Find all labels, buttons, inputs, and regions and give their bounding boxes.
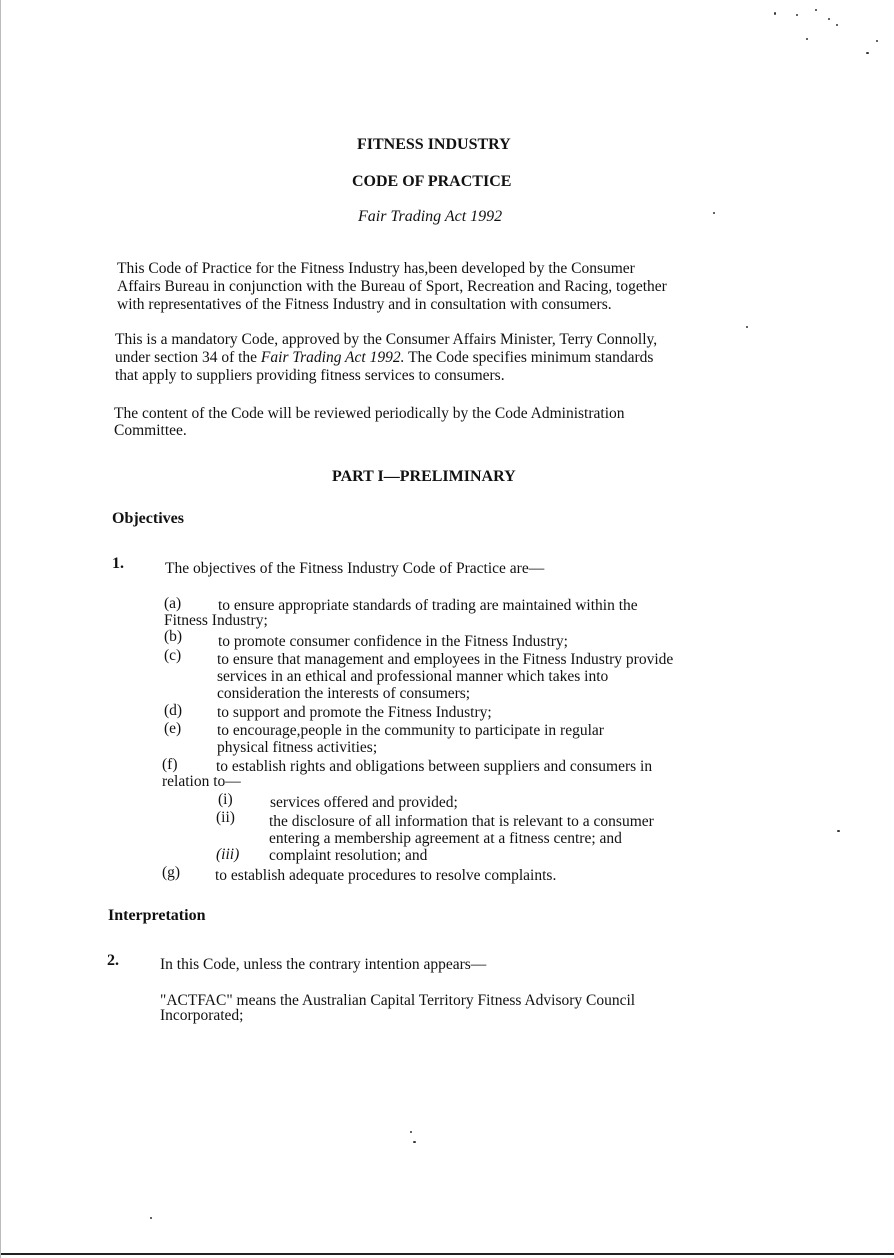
scan-speck [150, 1217, 152, 1219]
item-a-line-2: Fitness Industry; [164, 612, 268, 629]
item-f-label: (f) [162, 756, 178, 773]
clause-2-number: 2. [107, 952, 119, 969]
item-e-line-2: physical fitness activities; [217, 739, 378, 756]
scan-speck [410, 1131, 412, 1133]
intro-paragraph-2-line-3: that apply to suppliers providing fitness services to consumers. [115, 367, 505, 384]
subitem-iii-line-1: complaint resolution; and [269, 847, 428, 864]
item-b-label: (b) [164, 628, 183, 645]
intro-paragraph-1-line-3: with representatives of the Fitness Industry and in consultation with consumers. [117, 296, 612, 313]
item-e-line-1: to encourage,people in the community to participate in regular [217, 722, 604, 739]
clause-1-number: 1. [112, 555, 124, 572]
scan-speck [806, 38, 808, 40]
text-span: The Code specifies minimum standards [404, 349, 654, 366]
item-d-label: (d) [164, 702, 183, 719]
subitem-ii-line-2: entering a membership agreement at a fitness centre; and [269, 830, 622, 847]
act-reference: Fair Trading Act 1992 [358, 208, 503, 225]
intro-paragraph-3-line-2: Committee. [114, 422, 187, 439]
scan-speck [815, 9, 817, 11]
scan-speck [828, 18, 830, 20]
act-name-italic: Fair Trading Act 1992. [260, 349, 405, 366]
item-g-label: (g) [162, 864, 181, 881]
interpretation-heading: Interpretation [108, 907, 206, 924]
text-span: under section 34 of the [115, 349, 261, 366]
scan-left-edge [0, 0, 1, 1258]
item-e-label: (e) [164, 720, 182, 737]
scan-speck [837, 830, 840, 832]
subitem-i-label: (i) [218, 791, 233, 808]
document-subtitle: CODE OF PRACTICE [352, 173, 512, 190]
scan-speck [836, 24, 838, 26]
item-d-line-1: to support and promote the Fitness Industry; [217, 704, 492, 721]
subitem-iii-label: (iii) [216, 846, 240, 863]
item-b-line-1: to promote consumer confidence in the Fitness Industry; [218, 633, 568, 650]
item-c-line-1: to ensure that management and employees in the Fitness Industry provide [217, 651, 674, 668]
item-a-label: (a) [164, 595, 182, 612]
scan-speck [774, 12, 776, 15]
objectives-heading: Objectives [112, 510, 184, 527]
intro-paragraph-1-line-2: Affairs Bureau in conjunction with the Bureau of Sport, Recreation and Racing, together [117, 278, 667, 295]
intro-paragraph-2-line-2 [115, 350, 653, 366]
subitem-i-line-1: services offered and provided; [270, 794, 458, 811]
scan-speck [713, 212, 715, 214]
item-c-label: (c) [164, 647, 182, 664]
item-f-line-2: relation to— [162, 773, 241, 790]
item-c-line-2: services in an ethical and professional manner which takes into [217, 668, 609, 685]
item-g-line-1: to establish adequate procedures to resolve complaints. [215, 867, 557, 884]
intro-paragraph-1-line-1: This Code of Practice for the Fitness Industry has,been developed by the Consumer [117, 260, 635, 277]
clause-2-text: In this Code, unless the contrary intention appears— [160, 956, 487, 973]
scan-speck [866, 52, 869, 54]
scan-speck [876, 40, 878, 42]
item-f-line-1: to establish rights and obligations between suppliers and consumers in [216, 758, 653, 775]
item-c-line-3: consideration the interests of consumers; [217, 685, 471, 702]
subitem-ii-line-1: the disclosure of all information that is relevant to a consumer [269, 813, 654, 830]
definition-actfac-line-1: "ACTFAC" means the Australian Capital Territory Fitness Advisory Council [160, 992, 636, 1009]
subitem-ii-label: (ii) [216, 809, 235, 826]
part-heading: PART I—PRELIMINARY [332, 468, 516, 485]
scan-speck [796, 14, 798, 16]
scan-speck [413, 1141, 416, 1143]
clause-1-text: The objectives of the Fitness Industry Code of Practice are— [165, 560, 545, 577]
intro-paragraph-3-line-1: The content of the Code will be reviewed periodically by the Code Administration [114, 405, 625, 422]
definition-actfac-line-2: Incorporated; [160, 1007, 244, 1024]
intro-paragraph-2-line-1: This is a mandatory Code, approved by the Consumer Affairs Minister, Terry Connolly, [115, 331, 658, 348]
document-title: FITNESS INDUSTRY [357, 136, 511, 153]
scan-speck [746, 326, 748, 328]
scan-edge-line [0, 1253, 894, 1255]
item-a-line-1: to ensure appropriate standards of trading are maintained within the [218, 597, 638, 614]
